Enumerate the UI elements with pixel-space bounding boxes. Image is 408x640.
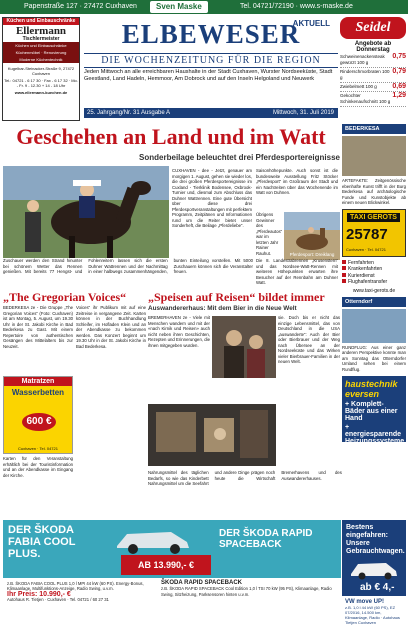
paper-description: Jeden Mittwoch an alle erreichbaren Haushalte in der Stadt Cuxhaven, Wurster Nordseeküste, Stadt Geestland, Land Hadeln, Hemmoor, Am Dobrock und auf den Inseln Helgoland und Neuwerk xyxy=(84,69,333,82)
wasserbetten-label: Wasserbetten xyxy=(11,388,65,397)
matratzen-ad[interactable] xyxy=(3,376,73,454)
taxi-phone-number: 25787 xyxy=(346,225,388,243)
matratzen-price: 600 € xyxy=(22,413,56,431)
issue-bar xyxy=(84,108,338,118)
horse-rider-photo xyxy=(3,166,169,258)
taxi-sub: Cuxhaven · Tel. 04721 xyxy=(346,246,386,252)
speisen-subhead: Auswandererhaus: Mit dem Bier in die Neue Welt xyxy=(148,305,297,312)
matratzen-title: Matratzen xyxy=(4,377,72,386)
vw-title: Bestens eingefahren: Unsere Gebrauchtwagen. xyxy=(346,524,405,555)
ad-website: www.ellermann-kuechen.de xyxy=(14,90,68,95)
gregorian-text-2: Karten für den Veranstaltung erhältlich bei der Touristinformation und an der Abendkasse im Eingang der Kirche. xyxy=(3,456,73,478)
photo-caption: Pferdesport: Dreiklang xyxy=(289,252,335,257)
skoda-car-image xyxy=(113,524,193,554)
speisen-text-right: sie. Doch bis er nicht das einzige Lebensmittel, das von Deutschland in die USA „auswanderte“: Auch der Bier oder Bierbrauer und der Weg nach Übersee an der Nordseeküste und das Wirken vieler Bierbrauer-Familien in der neuen Welt. xyxy=(278,315,340,364)
lead-subhead: Sonderbeilage beleuchtet drei Pferdesportereignisse xyxy=(139,153,340,162)
ad-kuechen-label: Küchen und Einbauschränke xyxy=(3,18,79,25)
vw-details: VW move UP! z.B. 1,0 l 44 kW (60 PS), EZ 07/2016, 14.500 km, Klimaanlage, Radio · Autohaus Tietjen Cuxhaven xyxy=(342,596,406,638)
ad-address: Kugelbar-Steinacker-Straße 9, 27472 Cuxhaven xyxy=(7,66,75,76)
gregorian-text-b: Voices“ ihr Publikum mit auf eine Zeitreise in vergangene Zeit. Karten können in der Buchhandlung Schleifer, im Hofladen Klein und an der Abendkasse zu bekommen werden. Das Konzert beginnt um 19.30 Uhr in der St. Jakobi Kirche in Bad Bederkesa. xyxy=(76,305,146,349)
rundflug-photo xyxy=(342,309,406,343)
seidel-item: Rinderschmorbraten 100 g 0,79 xyxy=(340,68,406,83)
skoda-ad[interactable] xyxy=(3,520,341,638)
seidel-logo: Seidel xyxy=(340,17,406,39)
taxi-gerots-ad[interactable] xyxy=(342,209,406,257)
list-item: Krankenfahrten xyxy=(342,266,406,273)
paper-title: ELBEWESER xyxy=(121,19,301,49)
skoda-fabia-title: DER ŠKODA FABIA COOL PLUS. xyxy=(8,524,76,560)
eversen-logo: haustechnik eversen xyxy=(345,379,398,399)
emigrants-photo xyxy=(212,316,276,378)
seidel-item: Schweinenackensteak gewürzt 100 g 0,75 xyxy=(340,53,406,68)
lead-continued: Zuschauer werden den Strand hinunter bei schönem Wetter das Rennen genießen. Mit bereits 77 Hengst- und Fohlenreitern lassen sich die ersten Duhner Wattrennen und der Nachmittag in einer halbwegs zusammenhängenden, bunten Einteilung vorstellen. Mit 5000 Zuschauern können sich die Veranstalter freuen. xyxy=(3,258,253,274)
otterndorf-text: RUNDFLUG: Aus einer ganz anderen Perspektive konnte man am Sonntag das Otterndorfer Umland sehen bei einem Rundflug. xyxy=(342,344,406,372)
issue-number: 25. Jahrgang/Nr. 31 Ausgabe A xyxy=(87,110,171,116)
vw-car-image xyxy=(348,556,400,580)
taxi-website[interactable]: www.taxi-gerots.de xyxy=(352,287,396,294)
speisen-text: BREMERHAVEN ze - Viele mit Menschen wandern und mit der «nach Kirnik und Reisen» auch nicht neben ihren Geschichten, Rezepten und Erinnerungen, die ihnen mitgegeben wurden. xyxy=(148,315,210,348)
paper-aktuell: AKTUELL xyxy=(292,19,330,28)
issue-date: Mittwoch, 31. Juli 2019 xyxy=(272,110,334,116)
taxi-logo: TAXI GEROTS xyxy=(347,213,400,222)
eversen-address: Cuxhaven, Meyerstraße 26 · Telefon 04721 4 05 20 · www.haustechnik-eversen.de xyxy=(345,447,398,462)
skoda-right-details: ŠKODA RAPID SPACEBACK z.B. ŠKODA RAPID SPACEBACK Cool Edition 1,0 l TSI 70 kW (95 PS), Klimaanlage, Radio Swing, Sitzheizung, Parksensoren hinten u.v.m. xyxy=(161,580,332,597)
topbar-phone: Tel. 04721/72190 · www.s-maske.de xyxy=(240,3,353,10)
lead-column-3: Die 8. Landestrabrennen „Krusenstern“ und das Nordsee-Watt-Rennen mit weiteren Höhepunkten erwarten ihre Besucher auf der Rennbahn am Duhner Watt. xyxy=(256,258,338,285)
list-item: Flughafentransfer xyxy=(342,279,406,286)
seidel-ad[interactable] xyxy=(340,17,406,121)
skoda-left-price: Ihr Preis: 10.990,- € xyxy=(7,590,71,598)
seidel-item: Zwiebelmett 100 g 0,69 xyxy=(340,83,406,90)
masthead xyxy=(84,17,338,121)
bullet-icon xyxy=(342,266,346,270)
bullet-icon xyxy=(342,279,346,283)
maske-logo: Sven Maske xyxy=(150,1,208,13)
bullet-icon xyxy=(342,273,346,277)
skoda-dealer: Autohaus R. Tietjen · Cuxhaven · Tel. 04721 / 60 27 31 xyxy=(7,596,109,602)
lead-column-1: CUXHAVEN - dee - Jetzt, genauer am morgigen 1. August, gehen sie wieder los, die drei großen Pferdesportereignisse im Cuxland - Tierklinik Bodensee, Oxbrook-Turnier und, diesmal zum Abschluss das Duhner Wattrennen. Eine gute Übersicht über diese drei Pferdesportveranstaltungen mit perfektem Programm, Zeitplänen und Informationen rund um die Reiter bietet unser Sonderheft, die Beilage „Pferdeliebe“. xyxy=(172,168,252,228)
ad-trade: Tischlermeister xyxy=(22,36,60,42)
skoda-offer-price: AB 13.990,- € xyxy=(121,555,211,575)
ad-phone: Tel.: 04721 - 6 17 30 · Fax - 6 17 32 · Mo. - Fr. 9 - 12.30 + 14 - 18 Uhr xyxy=(4,78,78,88)
seidel-item: Gekochter Schinkenaufschnitt 100 g 1,29 xyxy=(340,92,406,107)
bederkesa-header: BEDERKESA xyxy=(342,124,406,134)
skoda-details xyxy=(3,578,341,638)
ad-line3: Küchenmöbel · Renovierung xyxy=(3,49,79,56)
gregorian-text: BEDERKESA ze - Die Gruppe „The Gregorian Voices“ (Foto: Cuxhaven) ist am Montag, 5. August, um 19.30 Uhr in der St. Jakobi Kirche in Bad Bederkesa zu Gast. Mit einem Repertoire von authentischen Gesängen des Mittelalters bis zur Neuzeit. xyxy=(3,305,73,349)
ad-line4: Moderne Küchentechnik xyxy=(3,56,79,63)
eversen-line2: + Komplett-Bäder aus einer Hand xyxy=(345,401,398,422)
speisen-text-2: Nahrungsmittel des täglichen Bedarfs, so wie das Kinderbett Nahrungsmittel um die Seefahrt und andere Dinge prägen noch heute die Wirtschaft Bremerhavens und des Auswandererhauses. xyxy=(148,470,342,486)
lead-column-2b: Übrigens Gewinner des „Pferdeautos“ war im letzten Jahr Rainer Rauhut. xyxy=(256,212,282,256)
eversen-line3: + energiesparende Heizungssysteme xyxy=(345,424,405,445)
skoda-rapid-title: DER ŠKODA RAPID SPACEBACK xyxy=(219,528,313,550)
paper-subtitle: DIE WOCHENZEITUNG FÜR DIE REGION xyxy=(84,53,338,68)
taxi-services xyxy=(342,260,406,286)
top-bar xyxy=(0,0,408,14)
seidel-angebote: Angebote ab Donnerstag xyxy=(354,41,392,53)
artefakt-photo xyxy=(342,136,406,176)
exhibition-photo xyxy=(148,404,276,466)
speisen-headline[interactable]: „Speisen auf Reisen“ bildet immer xyxy=(148,290,325,304)
list-item: Kurierdienst xyxy=(342,273,406,280)
gregorian-headline[interactable]: „The Gregorian Voices“ xyxy=(3,290,127,304)
ellermann-ad[interactable] xyxy=(2,17,80,121)
lead-headline[interactable]: Geschehen an Land und im Watt xyxy=(16,124,326,149)
topbar-address: Papenstraße 127 · 27472 Cuxhaven xyxy=(24,3,137,10)
matratzen-footer: Cuxhaven · Tel. 04721 xyxy=(18,446,58,451)
ad-ellermann-name: Ellermann xyxy=(15,25,67,37)
vw-price: ab € 4,- xyxy=(360,582,395,593)
ad-line2: Küchen und Einbauschränke xyxy=(3,42,79,49)
bullet-icon xyxy=(342,260,346,264)
list-item: Fernfahrten xyxy=(342,260,406,267)
vw-ad[interactable] xyxy=(342,520,406,638)
otterndorf-header: Otterndorf xyxy=(342,297,406,307)
skoda-left-details: z.B. ŠKODA FABIA COOL PLUS 1,0 l MPI 44 kW (60 PS). Energy-Bonus, Klimaanlage, Multifunktions-Anzeige, Radio Swing, u.v.m. Ihr Preis: 10.990,- € Autohaus R. Tietjen · Cuxhaven · Tel. 04721 / 60 27 31 xyxy=(7,581,157,602)
eversen-ad[interactable] xyxy=(342,376,406,462)
bederkesa-text: ARTEFAKTE: Zeitgenössische ebenhafte Kunst trifft in der Burg Bederkesa auf archäologische Funde und Kunstobjekte ab einem neuen Blickwinkel. xyxy=(342,178,406,205)
lead-column-2: Saisonhöhepunkte. Auch sonst ist die bundesweite Ausstellung Fritz Stöcker „Pferdesport“ im Großraum der Stadt und ein Nachtreiten über das Wochenende im Watt von Duhnen. xyxy=(256,168,338,195)
